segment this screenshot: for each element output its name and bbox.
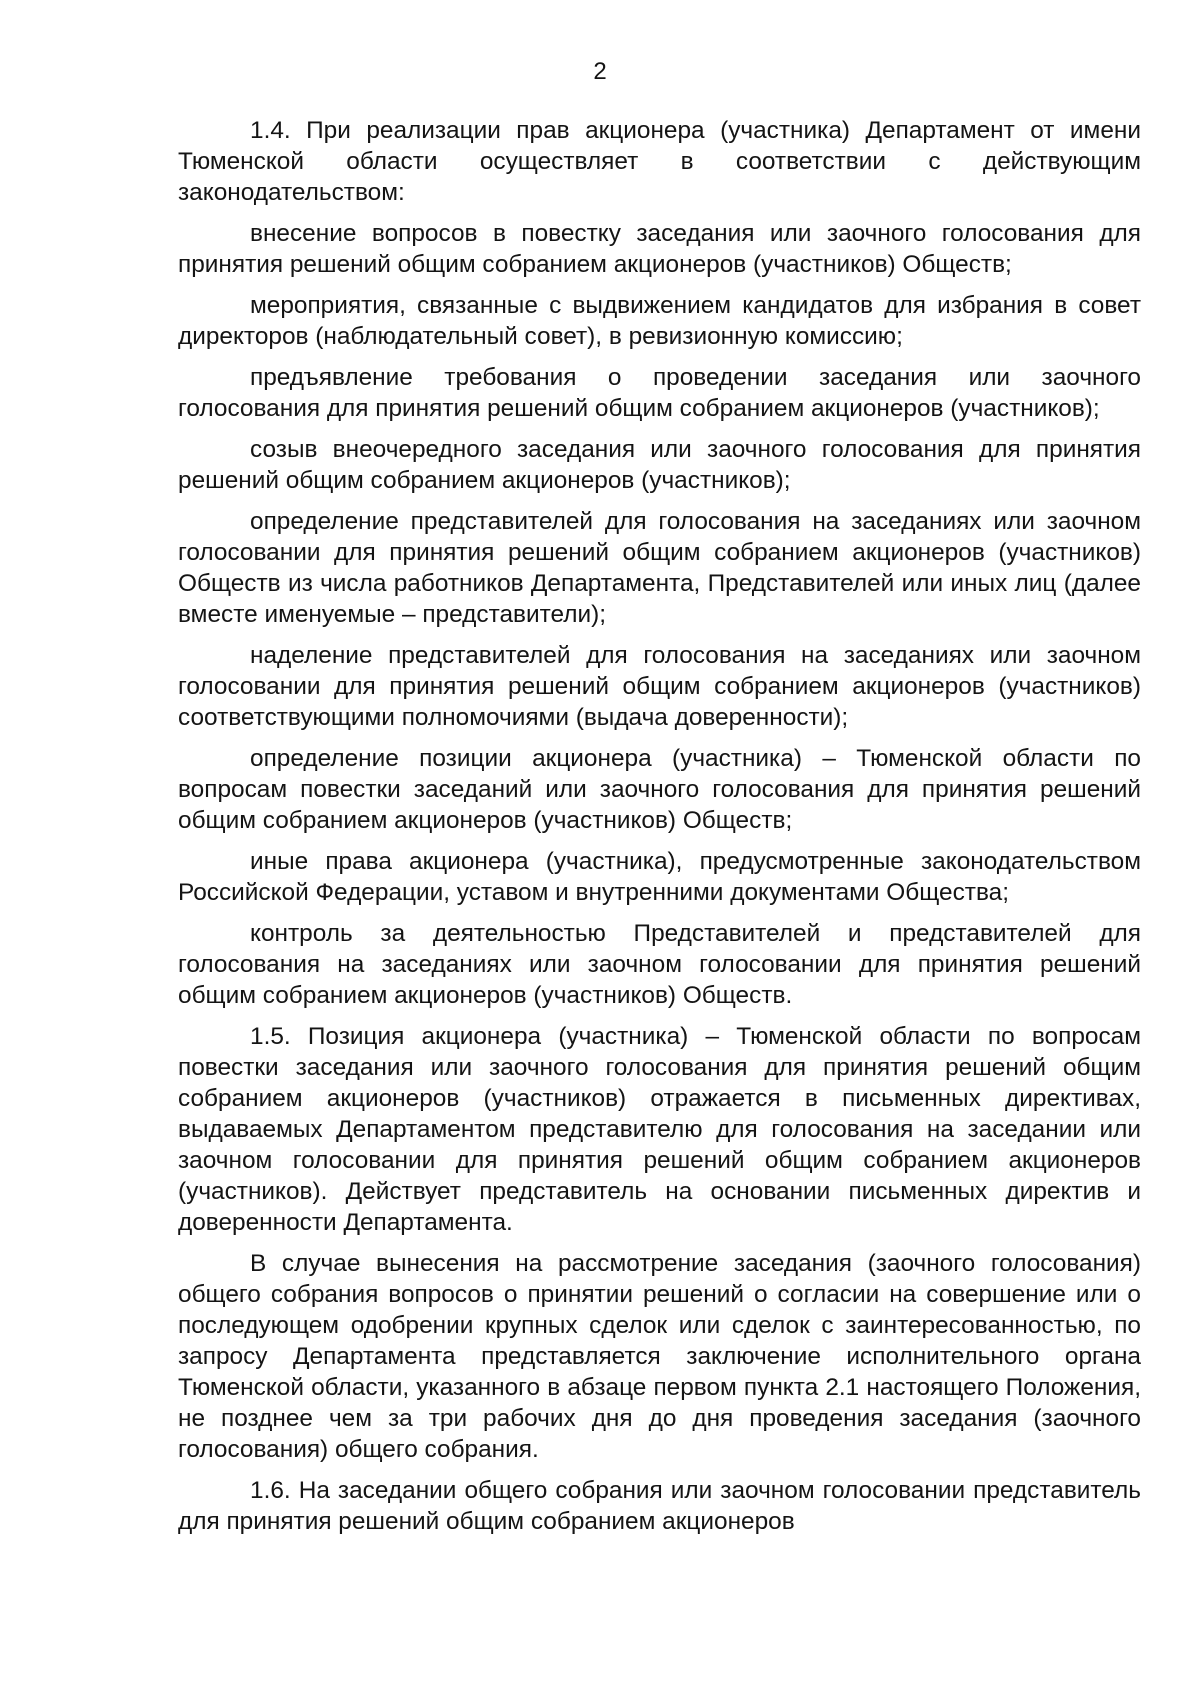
paragraph-1-5: 1.5. Позиция акционера (участника) – Тюменской области по вопросам повестки заседания или заочного голосования для принятия решений общим собранием акционеров (участников) отражается в письменных директивах, выдаваемых Департаментом представителю для голосования на заседании или заочном голосовании для принятия решений общим собранием акционеров (участников). Действует представитель на основании письменных директив и доверенности Департамента. bbox=[178, 1023, 1141, 1236]
list-item-agenda: внесение вопросов в повестку заседания или заочного голосования для принятия решений общим собранием акционеров (участников) Обществ; bbox=[178, 220, 1141, 278]
list-item-extraordinary-meeting: созыв внеочередного заседания или заочного голосования для принятия решений общим собранием акционеров (участников); bbox=[178, 436, 1141, 494]
list-item-position: определение позиции акционера (участника) – Тюменской области по вопросам повестки заседаний или заочного голосования для принятия решений общим собранием акционеров (участников) Обществ; bbox=[178, 745, 1141, 834]
paragraph-1-4: 1.4. При реализации прав акционера (участника) Департамент от имени Тюменской области осуществляет в соответствии с действующим законодательством: bbox=[178, 117, 1141, 206]
paragraph-major-transactions: В случае вынесения на рассмотрение заседания (заочного голосования) общего собрания вопросов о принятии решений о согласии на совершение или о последующем одобрении крупных сделок или сделок с заинтересованностью, по запросу Департамента представляется заключение исполнительного органа Тюменской области, указанного в абзаце первом пункта 2.1 настоящего Положения, не позднее чем за три рабочих дня до дня проведения заседания (заочного голосования) общего собрания. bbox=[178, 1250, 1141, 1463]
list-item-representatives: определение представителей для голосования на заседаниях или заочном голосовании для принятия решений общим собранием акционеров (участников) Обществ из числа работников Департамента, Представителей или иных лиц (далее вместе именуемые – представители); bbox=[178, 508, 1141, 628]
list-item-other-rights: иные права акционера (участника), предусмотренные законодательством Российской Федерации, уставом и внутренними документами Общества; bbox=[178, 848, 1141, 906]
document-body bbox=[178, 115, 1141, 1547]
paragraph-1-6: 1.6. На заседании общего собрания или заочном голосовании представитель для принятия решений общим собранием акционеров bbox=[178, 1477, 1141, 1535]
list-item-control: контроль за деятельностью Представителей и представителей для голосования на заседаниях или заочном голосовании для принятия решений общим собранием акционеров (участников) Обществ. bbox=[178, 920, 1141, 1009]
list-item-nominations: мероприятия, связанные с выдвижением кандидатов для избрания в совет директоров (наблюдательный совет), в ревизионную комиссию; bbox=[178, 292, 1141, 350]
list-item-meeting-demand: предъявление требования о проведении заседания или заочного голосования для принятия решений общим собранием акционеров (участников); bbox=[178, 364, 1141, 422]
page-number: 2 bbox=[593, 58, 607, 85]
list-item-powers: наделение представителей для голосования на заседаниях или заочном голосовании для принятия решений общим собранием акционеров (участников) соответствующими полномочиями (выдача доверенности); bbox=[178, 642, 1141, 731]
